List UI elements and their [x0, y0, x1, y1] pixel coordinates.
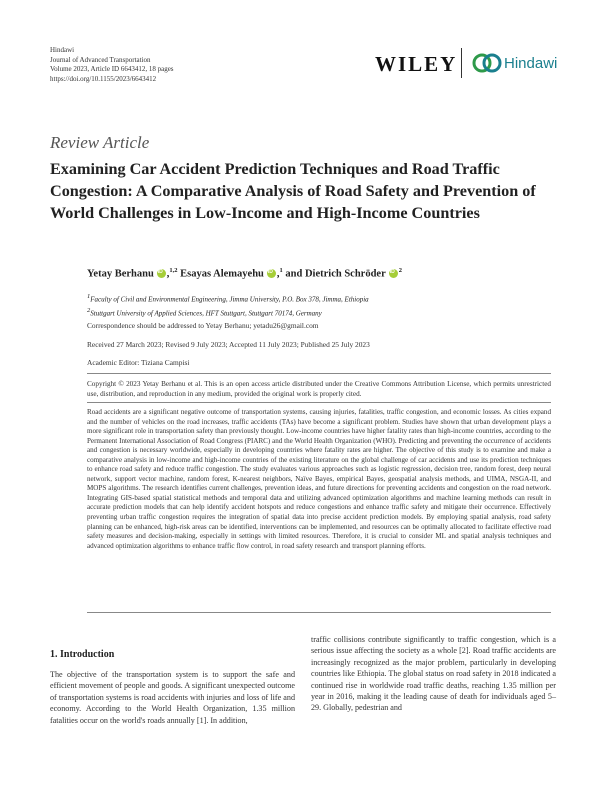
publication-dates: Received 27 March 2023; Revised 9 July 2023; Accepted 11 July 2023; Published 25 July 2023 — [87, 340, 370, 349]
journal-metadata — [50, 46, 174, 84]
author-connector: and — [285, 268, 303, 280]
hindawi-logo-text: Hindawi — [504, 55, 558, 72]
affiliation-item: $^1$Faculty of Civil and Environmental Engineering, Jimma University, P.O. Box 378, Jimma, Ethiopia — [87, 293, 369, 304]
orcid-icon[interactable] — [389, 269, 398, 278]
abstract: Road accidents are a significant negative outcome of transportation systems, causing injuries, fatalities, traffic congestion, and economic losses. As cities expand and the number of vehicles on the road increases, traffic accidents (TAs) have become a significant problem. Studies have shown that urban development plays a more significant role in transportation safety than previously thought. Low-income countries have higher fatality rates than high-income countries, according to the Permanent International Association of Road Congress (PIARC) and the World Health Organization (WHO). Predicting and preventing the occurrence of accidents and congestion is necessary worldwide, especially in developing countries where fatality rates are higher. The objective of this study is to examine and make a comparative analysis in low-income and high-income countries of the existing literature on the global challenge of car accidents and use its prediction techniques to enhance road safety and reduce traffic congestion. The study evaluates various approaches such as logistic regression, decision tree, random forest, deep neural network, support vector machine, random forest, K-nearest neighbors, Naïve Bayes, empirical Bayes, geospatial analysis methods, and UIMA, NSGA-II, and MOPS algorithms. The research identifies current challenges, prevention ideas, and future directions for preventing accidents and congestion on the road network. Integrating GIS-based spatial statistical methods and temporal data and utilizing advanced optimization algorithms and machine learning methods can result in accurate prediction models that can help identify accident hotspots and reduce congestions and enhance traffic safety and mitigate their occurrence. Effectively preventing urban traffic congestion requires the integration of spatial data into precise accident prediction models. By employing spatial analysis, road safety planning can be enhanced, high-risk areas can be identified, interventions can be implemented, and resources can be optimally allocated to facilitate effective road safety measures and decision-making, especially in settings with limited resources. Therefore, it is crucial to consider ML and spatial analysis techniques and advanced optimization algorithms to enhance traffic flow control, in road safety research and transport planning efforts. — [87, 408, 551, 550]
section-heading: 1. Introduction — [50, 649, 115, 660]
author-list: Yetay BerhanuiD ,$^{1,2}$ Esayas AlemayehuiD ,$^1$ and Dietrich SchröderiD $^2$ — [87, 267, 402, 280]
publisher-name: Hindawi — [50, 46, 75, 54]
orcid-icon[interactable] — [267, 269, 276, 278]
author-name[interactable]: Esayas Alemayehu — [180, 268, 264, 280]
author-affiliation-ref: 1 — [279, 267, 283, 274]
divider — [87, 612, 551, 613]
author-affiliation-ref: 2 — [398, 267, 402, 274]
affiliations — [87, 291, 369, 320]
correspondence-note: Correspondence should be addressed to Yetay Berhanu; yetadu26@gmail.com — [87, 321, 319, 330]
affiliation-item: $^2$Stuttgart University of Applied Sciences, HFT Stuttgart, Stuttgart 70174, Germany — [87, 307, 322, 318]
author-name[interactable]: Dietrich Schröder — [304, 268, 386, 280]
divider — [87, 402, 551, 403]
academic-editor: Academic Editor: Tiziana Campisi — [87, 358, 190, 367]
logo-divider — [461, 48, 462, 78]
author-name[interactable]: Yetay Berhanu — [87, 268, 154, 280]
body-column-right: traffic collisions contribute significantly to traffic congestion, which is a serious issue affecting the society as a whole [2]. Road traffic accidents are increasingly recognized as the major problem, particularly in developing countries like Ethiopia. The global status on road safety in 2018 indicated a continued rise in worldwide road traffic deaths, reaching 1.35 million per year in 2016, making it the leading cause of death for individuals aged 5–29. Globally, pedestrian and — [311, 635, 556, 713]
hindawi-logo-icon — [472, 50, 502, 76]
orcid-icon[interactable] — [157, 269, 166, 278]
article-type: Review Article — [50, 133, 150, 152]
wiley-logo: WILEY — [375, 52, 458, 76]
divider — [87, 373, 551, 374]
journal-name: Journal of Advanced Transportation — [50, 55, 151, 64]
copyright-notice: Copyright © 2023 Yetay Berhanu et al. This is an open access article distributed under the Creative Commons Attribution License, which permits unrestricted use, distribution, and reproduction in any medium, provided the original work is properly cited. — [87, 380, 551, 398]
doi-link[interactable]: https://doi.org/10.1155/2023/6643412 — [50, 74, 157, 83]
article-title: Examining Car Accident Prediction Techniques and Road Traffic Congestion: A Comparative Analysis of Road Safety and Prevention of World Challenges in Low-Income and High-Income Countries — [50, 160, 536, 222]
volume-info: Volume 2023, Article ID 6643412, 18 pages — [50, 65, 174, 73]
author-affiliation-ref: 1,2 — [169, 267, 178, 274]
body-column-left: The objective of the transportation system is to support the safe and efficient movement of people and goods. A significant unexpected outcome of transportation systems is road accidents with injuries and loss of life and economy. According to the World Health Organization, 1.35 million fatalities occur on the world's roads annually [1]. In addition, — [50, 670, 295, 725]
